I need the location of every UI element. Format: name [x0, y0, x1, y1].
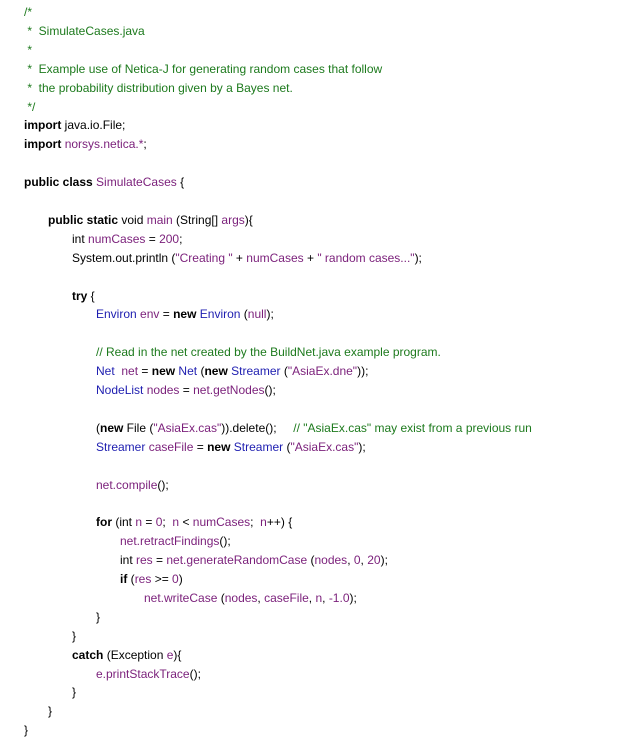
code-line — [72, 627, 76, 645]
code-text: (); — [157, 477, 169, 492]
code-identifier: norsys.netica.* — [64, 137, 144, 152]
code-identifier: res — [134, 572, 152, 586]
code-number: 200 — [159, 231, 180, 246]
code-line — [96, 362, 368, 380]
code-text: { — [87, 288, 95, 303]
code-text: ; — [143, 137, 147, 152]
code-identifier: net.compile — [96, 477, 158, 492]
code-text: int — [120, 553, 137, 568]
code-text: , — [322, 590, 329, 605]
code-text: ); — [266, 307, 274, 322]
code-identifier: SimulateCases — [96, 175, 177, 190]
code-text: } — [72, 628, 77, 643]
code-line — [144, 589, 357, 607]
code-identifier: numCases — [246, 250, 304, 265]
code-text: } — [48, 704, 53, 719]
code-keyword: if — [120, 572, 128, 586]
code-text: ); — [349, 590, 357, 605]
code-line — [24, 60, 382, 78]
code-type: NodeList — [96, 383, 144, 397]
code-line — [24, 173, 184, 191]
code-string: " random cases..." — [317, 250, 415, 265]
code-line — [96, 438, 366, 456]
code-comment: */ — [24, 99, 36, 114]
code-identifier: nodes — [146, 383, 180, 397]
code-line — [24, 98, 35, 116]
code-text: ; — [179, 231, 183, 246]
code-identifier: net.getNodes — [193, 383, 265, 397]
code-identifier: e — [166, 647, 174, 662]
code-comment: * SimulateCases.java — [24, 23, 145, 38]
code-text: (Exception — [103, 647, 167, 662]
code-text: ); — [414, 250, 422, 265]
code-comment: * Example use of Netica-J for generating random cases that follow — [24, 61, 383, 76]
code-text: )).delete(); — [221, 420, 294, 435]
code-line — [96, 305, 274, 323]
code-identifier: net.retractFindings — [120, 534, 220, 549]
code-text: ( — [240, 307, 248, 322]
code-string: "Creating " — [175, 250, 233, 265]
code-identifier: n — [135, 515, 143, 530]
code-line — [72, 683, 76, 701]
code-comment: * the probability distribution given by a Bayes net. — [24, 80, 293, 95]
code-text: ); — [358, 439, 366, 454]
code-text: = — [152, 553, 167, 568]
code-identifier: n — [172, 515, 180, 530]
code-keyword: new — [151, 364, 176, 379]
code-text: (); — [189, 666, 201, 681]
code-comment: // "AsiaEx.cas" may exist from a previous run — [293, 420, 532, 435]
code-text: java.io.File; — [61, 118, 126, 133]
code-type: Net — [96, 364, 115, 379]
code-text: void — [118, 212, 147, 227]
code-identifier: caseFile — [264, 590, 309, 605]
code-text: ( — [283, 439, 291, 454]
code-number: 0 — [353, 553, 361, 568]
code-text: = — [193, 439, 208, 454]
code-text: ){ — [244, 212, 253, 227]
code-identifier: caseFile — [148, 439, 194, 454]
code-text: ( — [307, 553, 315, 568]
code-text: (int — [112, 515, 136, 530]
code-text: ( — [217, 590, 225, 605]
code-number: 0 — [155, 515, 163, 530]
code-keyword: new — [100, 420, 124, 435]
code-line — [72, 287, 95, 305]
code-text: ( — [127, 572, 135, 586]
code-text: = — [142, 515, 156, 530]
code-text: System.out.println ( — [72, 250, 176, 265]
code-identifier: null — [247, 307, 267, 322]
code-type: Streamer — [96, 439, 146, 454]
code-line — [24, 135, 147, 153]
code-text: ++) { — [266, 515, 293, 530]
code-keyword: public static — [48, 212, 119, 227]
code-line — [24, 721, 28, 739]
code-text: ) — [178, 572, 183, 586]
code-text: = — [159, 307, 174, 322]
code-line — [72, 230, 182, 248]
code-line — [96, 513, 292, 531]
code-text: , — [308, 590, 316, 605]
code-line — [120, 532, 231, 550]
code-identifier: nodes — [224, 590, 258, 605]
code-text: )); — [357, 364, 369, 379]
code-line — [120, 570, 183, 588]
code-line — [96, 476, 169, 494]
code-identifier: res — [136, 553, 153, 568]
code-text: } — [72, 685, 77, 700]
code-line — [24, 116, 125, 134]
code-line — [48, 702, 52, 720]
code-identifier: net.writeCase — [144, 590, 218, 605]
code-type: Environ — [96, 307, 137, 322]
code-type: Streamer — [233, 439, 284, 454]
code-text: + — [303, 250, 318, 265]
code-line — [96, 381, 276, 399]
code-number: 20 — [367, 553, 381, 568]
code-identifier: nodes — [314, 553, 348, 568]
code-text: File ( — [123, 420, 154, 435]
code-line — [120, 551, 388, 569]
code-line — [72, 646, 181, 664]
code-keyword: catch — [72, 647, 104, 662]
code-number: -1.0 — [328, 590, 350, 605]
code-text: ; — [250, 515, 261, 530]
code-keyword: import — [24, 137, 62, 152]
code-line — [96, 665, 201, 683]
code-text: ); — [380, 553, 388, 568]
code-text: } — [24, 723, 29, 738]
code-identifier: numCases — [192, 515, 251, 530]
code-line — [96, 419, 532, 437]
code-text: < — [179, 515, 193, 530]
code-keyword: new — [207, 439, 231, 454]
code-string: "AsiaEx.cas" — [153, 420, 222, 435]
code-number: 0 — [172, 572, 179, 586]
code-text: ( — [280, 364, 288, 379]
code-line — [72, 249, 422, 267]
code-text: + — [232, 250, 247, 265]
code-identifier: net — [121, 364, 139, 379]
code-type: Net — [178, 364, 198, 379]
code-line — [96, 608, 100, 626]
code-text: = — [145, 231, 160, 246]
code-keyword: for — [96, 515, 112, 530]
code-identifier: numCases — [88, 231, 146, 246]
code-text: (); — [264, 383, 276, 397]
code-identifier: env — [140, 307, 160, 322]
code-text: } — [96, 609, 101, 624]
code-string: "AsiaEx.cas" — [290, 439, 359, 454]
code-comment: /* — [24, 5, 33, 19]
code-identifier: net.generateRandomCase — [166, 553, 308, 568]
code-keyword: new — [204, 364, 228, 379]
code-identifier: n — [260, 515, 267, 530]
code-keyword: public class — [24, 175, 93, 190]
code-line — [24, 3, 32, 21]
code-keyword: import — [24, 118, 62, 133]
code-line — [24, 79, 293, 97]
code-identifier: args — [221, 212, 245, 227]
code-text: , — [257, 590, 265, 605]
code-comment: * — [24, 42, 33, 57]
code-identifier: main — [146, 212, 173, 227]
code-text: (String[] — [172, 212, 222, 227]
code-text: , — [347, 553, 354, 568]
code-text: ( — [96, 420, 100, 435]
code-comment: // Read in the net created by the BuildNet.java example program. — [96, 345, 441, 360]
code-string: "AsiaEx.dne" — [287, 364, 358, 379]
code-line — [48, 211, 253, 229]
code-text: ){ — [173, 647, 182, 662]
code-keyword: try — [72, 288, 88, 303]
code-keyword: new — [173, 307, 197, 322]
code-line — [24, 22, 145, 40]
code-line — [24, 41, 32, 59]
code-identifier: n — [315, 590, 323, 605]
code-text: (); — [219, 534, 231, 549]
code-text: int — [72, 231, 89, 246]
code-text: , — [360, 553, 368, 568]
code-line — [96, 343, 441, 361]
code-text: ( — [197, 364, 205, 379]
code-text: ; — [162, 515, 173, 530]
code-text: { — [176, 175, 185, 190]
code-text: >= — [151, 572, 173, 586]
code-type: Environ — [199, 307, 241, 322]
code-text: = — [179, 383, 194, 397]
code-identifier: e.printStackTrace — [96, 666, 190, 681]
code-text: = — [138, 364, 152, 379]
code-type: Streamer — [231, 364, 281, 379]
